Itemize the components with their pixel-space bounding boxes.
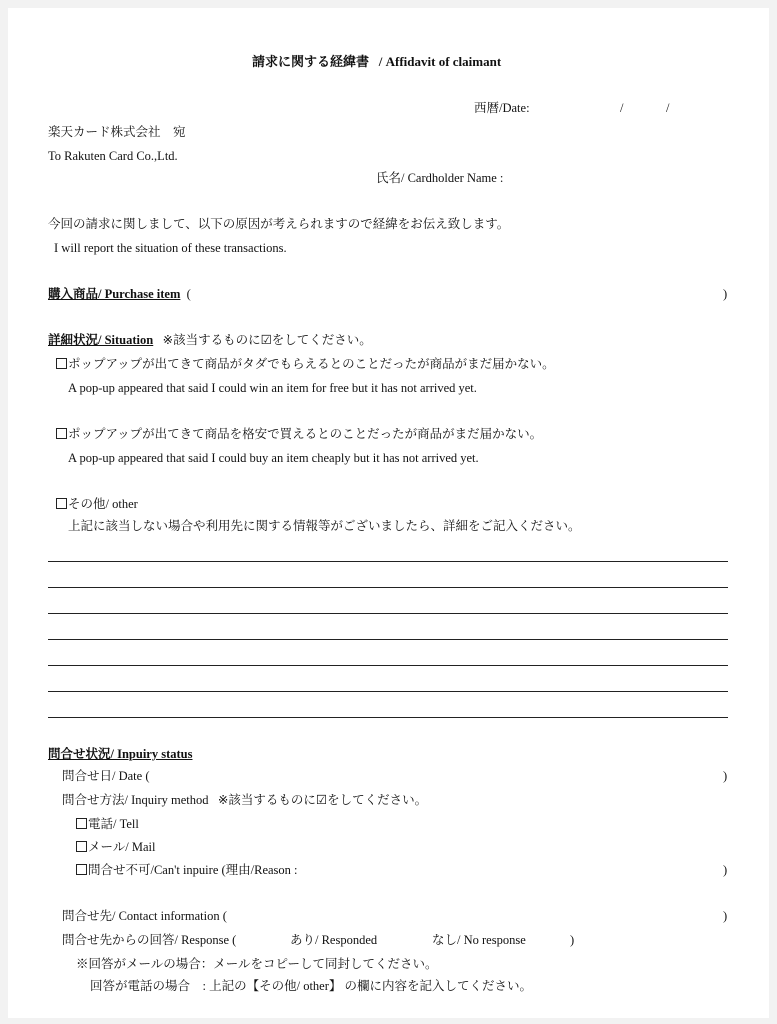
inquiry-method-tel[interactable] [76, 816, 139, 832]
document-title [252, 54, 501, 70]
affidavit-page [8, 8, 769, 1018]
inquiry-method-row [62, 792, 427, 808]
contact-info-close: ) [723, 909, 728, 923]
inquiry-date-close: ) [723, 769, 728, 783]
writing-line[interactable] [48, 691, 728, 692]
inquiry-method-label: 問合せ方法/ Inquiry method [62, 793, 209, 807]
intro-jp: 今回の請求に関しまして、以下の原因が考えられますので経緯をお伝え致します。 [48, 217, 510, 231]
inquiry-method-close: ) [723, 863, 728, 877]
checkbox-icon[interactable] [56, 428, 67, 439]
inquiry-method-unable-label: 問合せ不可/Can't inpuire (理由/Reason : [88, 863, 298, 877]
situation-option-1[interactable] [56, 356, 555, 372]
intro-en: I will report the situation of these transactions. [54, 241, 287, 255]
situation-option-2-en: A pop-up appeared that said I could buy an item cheaply but it has not arrived yet. [68, 451, 479, 465]
writing-line[interactable] [48, 665, 728, 666]
inquiry-method-tel-label: 電話/ Tell [88, 817, 139, 831]
title-jp: 請求に関する経緯書 [252, 54, 370, 69]
note-mail: ※回答がメールの場合：メールをコピーして同封してください。 [76, 957, 438, 971]
date-label: 西暦/Date: [474, 101, 530, 115]
checkbox-icon[interactable] [56, 358, 67, 369]
situation-row [48, 332, 372, 348]
response-label: 問合せ先からの回答/ Response ( [62, 933, 237, 947]
situation-option-2[interactable] [56, 426, 542, 442]
recipient-en: To Rakuten Card Co.,Ltd. [48, 149, 178, 163]
title-en: / Affidavit of claimant [378, 54, 502, 69]
inquiry-method-note: ※該当するものに☑をしてください。 [217, 793, 428, 807]
purchase-item-open: ( [186, 287, 191, 301]
situation-option-2-jp: ポップアップが出てきて商品を格安で買えるとのことだったが商品がまだ届かない。 [68, 427, 543, 441]
situation-option-1-en: A pop-up appeared that said I could win an item for free but it has not arrived yet. [68, 381, 477, 395]
inquiry-method-mail-label: メール/ Mail [88, 840, 156, 854]
response-close: ) [570, 933, 575, 947]
writing-line[interactable] [48, 561, 728, 562]
date-separator-1: / [620, 101, 624, 115]
writing-line[interactable] [48, 717, 728, 718]
inquiry-method-mail[interactable] [76, 839, 155, 855]
purchase-item-row [48, 286, 191, 302]
note-phone: 回答が電話の場合 : 上記の【その他/ other】 の欄に内容を記入してください。 [90, 979, 533, 993]
inquiry-date-label: 問合せ日/ Date ( [62, 769, 150, 783]
situation-label: 詳細状況/ Situation [48, 333, 154, 347]
situation-other-label: その他/ other [68, 497, 138, 511]
contact-info-label: 問合せ先/ Contact information ( [62, 909, 227, 923]
situation-note: ※該当するものに☑をしてください。 [162, 333, 372, 347]
inquiry-method-unable[interactable] [76, 862, 298, 878]
checkbox-icon[interactable] [56, 498, 67, 509]
writing-line[interactable] [48, 639, 728, 640]
checkbox-icon[interactable] [76, 841, 87, 852]
recipient-jp: 楽天カード株式会社 宛 [48, 125, 186, 139]
inquiry-status-label: 問合せ状況/ Inpuiry status [48, 747, 193, 761]
date-separator-2: / [666, 101, 670, 115]
response-responded-option[interactable]: あり/ Responded [290, 933, 378, 947]
writing-line[interactable] [48, 613, 728, 614]
situation-other-note: 上記に該当しない場合や利用先に関する情報等がございましたら、詳細をご記入ください。 [68, 519, 581, 533]
response-no-response-option[interactable]: なし/ No response [432, 933, 526, 947]
cardholder-name-label: 氏名/ Cardholder Name : [376, 171, 504, 185]
situation-option-other[interactable] [56, 496, 138, 512]
situation-option-1-jp: ポップアップが出てきて商品がタダでもらえるとのことだったが商品がまだ届かない。 [68, 357, 555, 371]
checkbox-icon[interactable] [76, 818, 87, 829]
purchase-item-label: 購入商品/ Purchase item [48, 287, 181, 301]
writing-line[interactable] [48, 587, 728, 588]
purchase-item-close: ) [723, 287, 728, 301]
checkbox-icon[interactable] [76, 864, 87, 875]
